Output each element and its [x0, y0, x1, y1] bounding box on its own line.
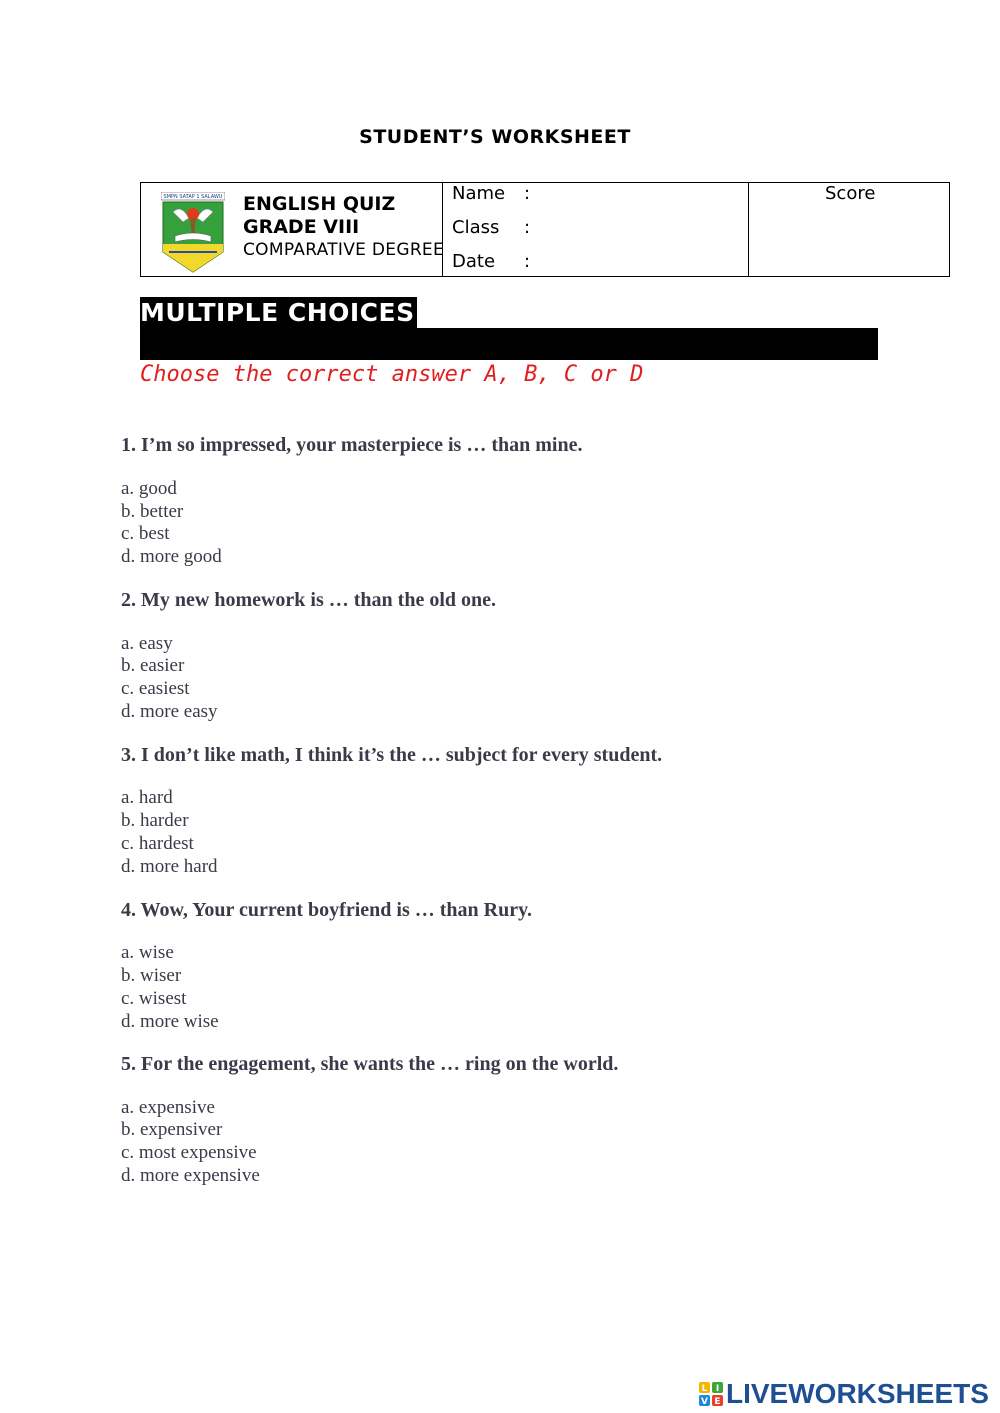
section-heading: MULTIPLE CHOICES [140, 298, 415, 327]
svg-text:SMPN SATAP 1 SALAWU: SMPN SATAP 1 SALAWU [163, 194, 223, 200]
quiz-title-line2: GRADE VIII [243, 216, 360, 238]
name-field[interactable]: Name : [452, 183, 531, 204]
class-field[interactable]: Class : [452, 217, 531, 238]
question-2: 2. My new homework is … than the old one. [121, 589, 497, 611]
option-5a[interactable]: a. expensive [121, 1097, 215, 1118]
date-field[interactable]: Date : [452, 251, 531, 272]
score-label: Score [825, 183, 876, 204]
option-4d[interactable]: d. more wise [121, 1011, 219, 1032]
question-1: 1. I’m so impressed, your masterpiece is … than mine. [121, 434, 583, 456]
option-2d[interactable]: d. more easy [121, 701, 218, 722]
svg-text:L: L [701, 1384, 708, 1394]
option-2b[interactable]: b. easier [121, 655, 185, 676]
quiz-title-line1: ENGLISH QUIZ [243, 193, 396, 215]
option-4b[interactable]: b. wiser [121, 965, 182, 986]
option-3d[interactable]: d. more hard [121, 856, 218, 877]
question-3: 3. I don’t like math, I think it’s the … subject for every student. [121, 744, 663, 766]
svg-text:I: I [715, 1384, 720, 1394]
school-logo-icon [161, 192, 225, 274]
cell-divider [748, 183, 749, 276]
option-3c[interactable]: c. hardest [121, 833, 194, 854]
option-4c[interactable]: c. wisest [121, 988, 187, 1009]
option-1c[interactable]: c. best [121, 523, 170, 544]
option-1a[interactable]: a. good [121, 478, 177, 499]
question-5: 5. For the engagement, she wants the … ring on the world. [121, 1053, 619, 1075]
worksheet-title: STUDENT’S WORKSHEET [359, 126, 631, 148]
svg-text:V: V [701, 1397, 708, 1407]
section-heading-bar [140, 328, 878, 360]
date-label: Date [452, 251, 496, 272]
option-5b[interactable]: b. expensiver [121, 1119, 223, 1140]
name-label: Name [452, 183, 506, 204]
option-5c[interactable]: c. most expensive [121, 1142, 257, 1163]
option-3a[interactable]: a. hard [121, 787, 173, 808]
brand-name: LIVEWORKSHEETS [726, 1378, 989, 1409]
cell-divider [442, 183, 443, 276]
liveworksheets-logo-icon [698, 1381, 724, 1407]
option-2a[interactable]: a. easy [121, 633, 173, 654]
quiz-topic: COMPARATIVE DEGREE [243, 240, 445, 260]
svg-text:E: E [714, 1397, 721, 1407]
header-table [140, 182, 950, 277]
option-5d[interactable]: d. more expensive [121, 1165, 260, 1186]
quiz-title [243, 193, 395, 239]
option-1d[interactable]: d. more good [121, 546, 222, 567]
instruction-text: Choose the correct answer A, B, C or D [140, 362, 644, 387]
option-2c[interactable]: c. easiest [121, 678, 190, 699]
liveworksheets-brand[interactable] [698, 1378, 989, 1410]
option-4a[interactable]: a. wise [121, 942, 174, 963]
question-4: 4. Wow, Your current boyfriend is … than Rury. [121, 899, 532, 921]
class-label: Class [452, 217, 500, 238]
option-1b[interactable]: b. better [121, 501, 184, 522]
option-3b[interactable]: b. harder [121, 810, 189, 831]
